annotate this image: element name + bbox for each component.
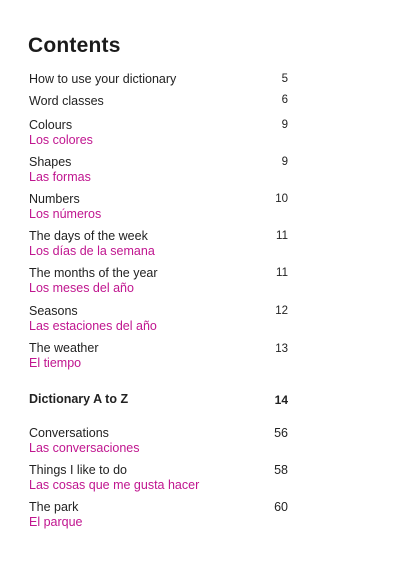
toc-entry-word-classes[interactable] — [29, 94, 289, 109]
toc-entry-spanish: Las conversaciones — [29, 441, 140, 455]
toc-entry-conversations[interactable] — [29, 426, 289, 456]
toc-entry-english: The months of the year — [29, 266, 158, 280]
toc-entry-spanish: Los números — [29, 207, 102, 221]
toc-entry-seasons[interactable] — [29, 304, 289, 334]
toc-page-number: 11 — [276, 230, 288, 242]
toc-page-number: 6 — [281, 94, 288, 106]
toc-entry-spanish: Las formas — [29, 170, 91, 184]
toc-entry-english: Numbers — [29, 192, 80, 206]
toc-entry-days[interactable] — [29, 229, 289, 259]
toc-entry-park[interactable] — [29, 500, 289, 530]
toc-page-number: 12 — [275, 305, 288, 317]
toc-page-number: 56 — [274, 426, 288, 440]
toc-page-number: 58 — [274, 463, 288, 477]
toc-page-number: 9 — [281, 119, 288, 131]
toc-entry-spanish: Los meses del año — [29, 281, 134, 295]
toc-entry-english: The weather — [29, 341, 99, 355]
toc-entry-english: Things I like to do — [29, 463, 127, 477]
toc-page-number: 5 — [281, 73, 288, 85]
toc-page-number: 11 — [276, 267, 288, 279]
toc-entry-english: The days of the week — [29, 229, 148, 243]
toc-entry-english: The park — [29, 500, 79, 514]
toc-entry-months[interactable] — [29, 266, 289, 296]
toc-entry-dictionary[interactable] — [29, 392, 289, 407]
toc-entry-spanish: Los colores — [29, 133, 93, 147]
toc-entry-english: Word classes — [29, 94, 104, 108]
toc-page-number: 13 — [275, 343, 288, 355]
toc-entry-how-to-use[interactable] — [29, 72, 289, 87]
toc-entry-spanish: Las estaciones del año — [29, 319, 157, 333]
toc-page-number: 14 — [274, 393, 288, 407]
toc-entry-spanish: Las cosas que me gusta hacer — [29, 478, 200, 492]
toc-page-number: 9 — [281, 156, 288, 168]
toc-entry-english: Dictionary A to Z — [29, 392, 129, 406]
toc-entry-numbers[interactable] — [29, 192, 289, 222]
toc-entry-english: How to use your dictionary — [29, 72, 177, 86]
toc-entry-english: Seasons — [29, 304, 78, 318]
toc-entry-english: Colours — [29, 118, 73, 132]
toc-entry-things-i-like[interactable] — [29, 463, 289, 493]
toc-entry-weather[interactable] — [29, 341, 289, 371]
toc-entry-spanish: El tiempo — [29, 356, 82, 370]
toc-entry-spanish: El parque — [29, 515, 83, 529]
toc-entry-spanish: Los días de la semana — [29, 244, 155, 258]
toc-entry-colours[interactable] — [29, 118, 289, 148]
toc-page-number: 60 — [274, 500, 288, 514]
page-title: Contents — [28, 34, 121, 57]
toc-entry-english: Shapes — [29, 155, 72, 169]
toc-entry-shapes[interactable] — [29, 155, 289, 185]
toc-page-number: 10 — [275, 193, 288, 205]
toc-entry-english: Conversations — [29, 426, 109, 440]
